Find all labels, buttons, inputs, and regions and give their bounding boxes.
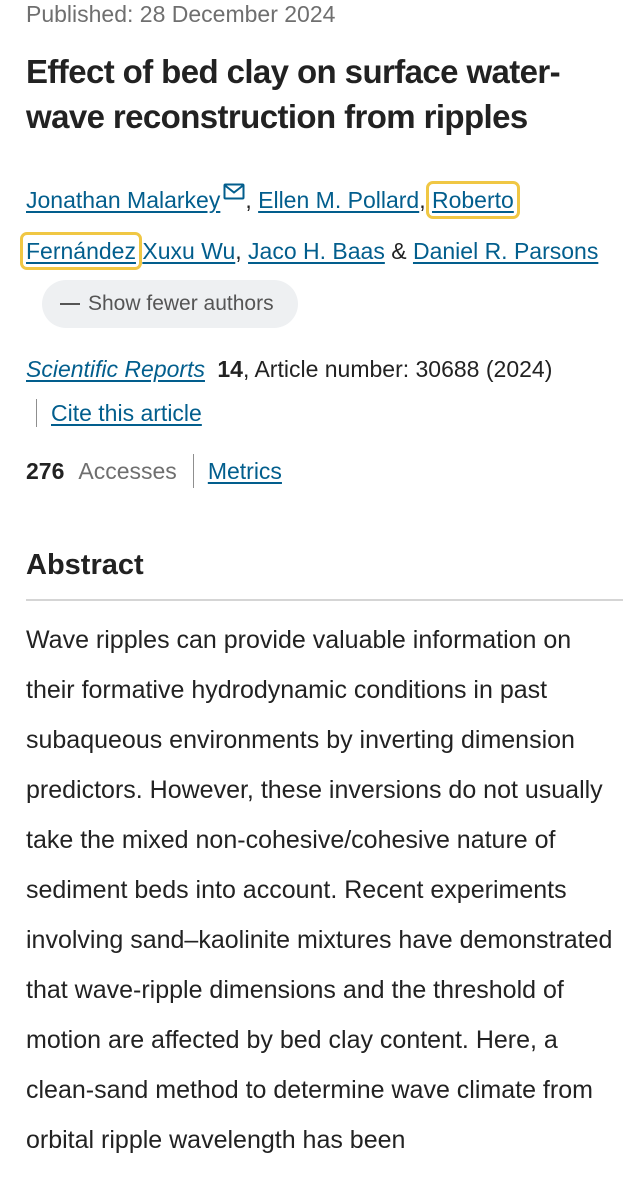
metrics-link[interactable]: Metrics	[207, 457, 282, 484]
author-link-baas[interactable]: Jaco H. Baas	[248, 238, 385, 264]
article-metrics	[26, 452, 282, 490]
mail-icon[interactable]	[223, 167, 245, 218]
minus-icon	[60, 303, 80, 305]
author-link-fernandez-first[interactable]: Roberto	[431, 187, 514, 213]
author-link-wu[interactable]: Xuxu Wu	[142, 238, 236, 264]
author-list	[26, 167, 616, 328]
cite-article-link[interactable]: Cite this article	[51, 400, 202, 426]
author-highlight	[432, 187, 514, 213]
author-link-malarkey[interactable]: Jonathan Malarkey	[26, 187, 221, 213]
accesses-label: Accesses	[78, 457, 177, 484]
author-link-pollard[interactable]: Ellen M. Pollard	[258, 187, 420, 213]
article-number: , Article number: 30688 (2024)	[242, 356, 553, 382]
journal-volume: 14	[217, 356, 243, 382]
journal-link[interactable]: Scientific Reports	[26, 356, 205, 382]
author-highlight	[26, 238, 136, 264]
show-fewer-authors-button[interactable]	[42, 280, 298, 328]
author-link-parsons[interactable]: Daniel R. Parsons	[412, 238, 599, 264]
divider	[193, 454, 194, 488]
author-separator: &	[384, 238, 413, 264]
abstract-heading: Abstract	[26, 549, 144, 581]
abstract-text: Wave ripples can provide valuable information on their formative hydrodynamic conditions in past subaqueous environments by inverting dimension predictors. However, these inversions do not usually take the mixed non-cohesive/cohesive nature of sediment beds into account. Recent experiments involving sand–kaolinite mixtures have demonstrated that wave-ripple dimensions and the threshold of motion are affected by bed clay content. Here, a clean-sand method to determine wave climate from orbital ripple wavelength has been	[26, 626, 613, 1154]
published-date: Published: 28 December 2024	[26, 1, 336, 27]
author-separator: ,	[419, 187, 432, 213]
divider	[36, 399, 37, 427]
abstract-divider	[26, 599, 623, 601]
author-separator: ,	[235, 238, 249, 264]
article-title: Effect of bed clay on surface water-wave reconstruction from ripples	[26, 53, 561, 135]
accesses-count: 276	[26, 457, 65, 484]
journal-info	[26, 347, 626, 435]
author-link-fernandez-last[interactable]: Fernández	[26, 238, 136, 264]
show-fewer-authors-label: Show fewer authors	[88, 291, 274, 315]
author-separator: ,	[245, 187, 259, 213]
